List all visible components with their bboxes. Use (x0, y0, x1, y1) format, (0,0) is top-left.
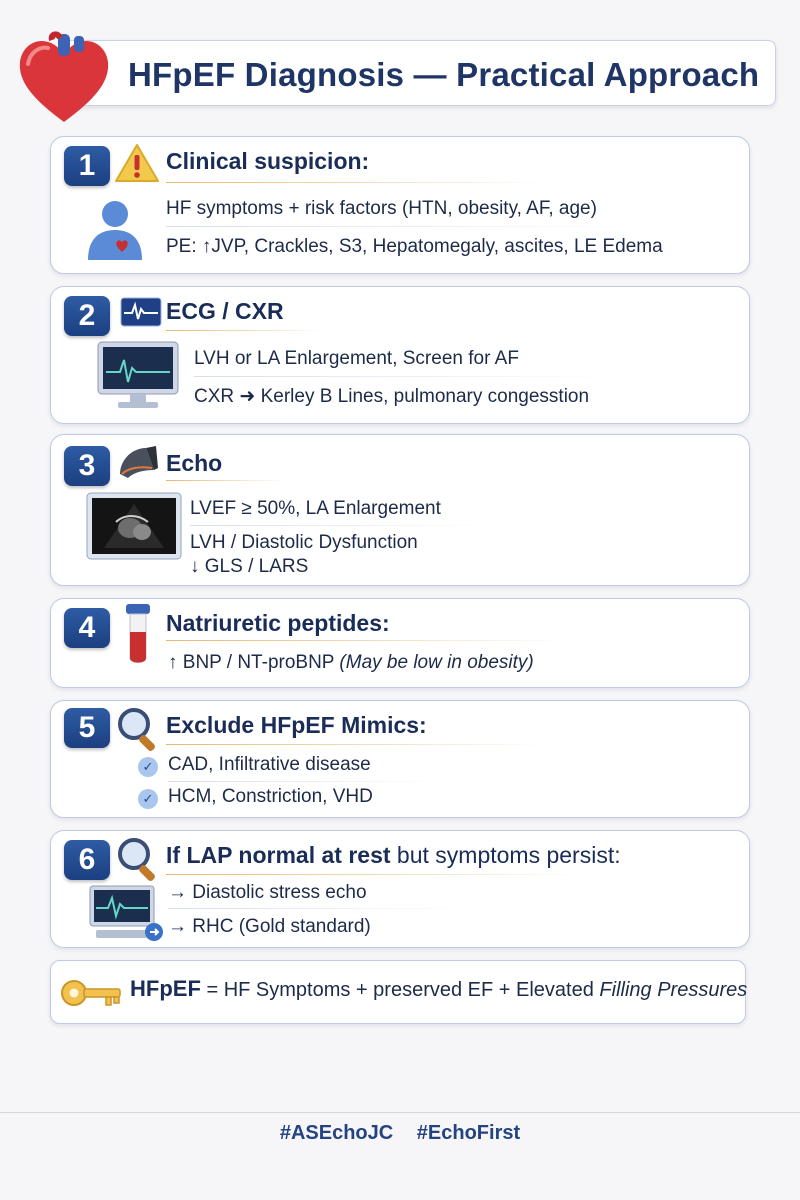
summary-text (130, 976, 747, 1002)
summary-term: HFpEF (130, 976, 201, 1001)
page-title: HFpEF Diagnosis — Practical Approach (128, 56, 760, 93)
step-title: ECG / CXR (166, 298, 284, 324)
title-underline (166, 640, 566, 641)
step-number-badge: 5 (64, 708, 110, 748)
step-card-4 (50, 598, 750, 688)
step-line: LVH / Diastolic Dysfunction (190, 532, 418, 553)
line-divider (166, 226, 646, 227)
summary-italic: Filling Pressures (599, 979, 748, 1001)
check-icon: ✓ (138, 757, 158, 777)
step-line: LVEF ≥ 50%, LA Enlargement (190, 498, 441, 519)
step-title (166, 842, 621, 869)
heart-icon (14, 30, 114, 130)
patient-icon (82, 196, 148, 262)
step-number-badge: 1 (64, 146, 110, 186)
step-line: CXR ➜ Kerley B Lines, pulmonary congesstion (194, 386, 590, 407)
echo-screen-icon (86, 492, 182, 560)
title-underline (166, 330, 326, 331)
step-number-badge: 2 (64, 296, 110, 336)
step-title-rest: but symptoms persist: (396, 842, 621, 868)
summary-formula: = HF Symptoms + preserved EF + Elevated (206, 979, 594, 1001)
step-title-bold: If LAP normal at rest (166, 842, 391, 868)
step-line (168, 652, 534, 674)
step-number-badge: 4 (64, 608, 110, 648)
step-line: → RHC (Gold standard) (168, 916, 371, 937)
ultrasound-probe-icon (114, 440, 160, 480)
key-icon (60, 976, 124, 1010)
step-line: HF symptoms + risk factors (HTN, obesity, AF, age) (166, 198, 597, 219)
monitor-icon (96, 340, 180, 412)
magnifier-icon (114, 834, 162, 882)
line-divider (168, 781, 448, 782)
line-divider (190, 525, 490, 526)
ecg-icon (120, 297, 162, 327)
step-title: Natriuretic peptides: (166, 610, 390, 636)
step-line: CAD, Infiltrative disease (168, 754, 371, 775)
step-title: Exclude HFpEF Mimics: (166, 712, 427, 738)
check-icon: ✓ (138, 789, 158, 809)
title-underline (166, 182, 546, 183)
footer-hashtags: #ASEchoJC #EchoFirst (279, 1122, 521, 1144)
line-divider (194, 376, 614, 377)
line-divider (168, 908, 468, 909)
blood-tube-icon (124, 602, 152, 668)
bnp-note: (May be low in obesity) (339, 652, 534, 673)
step-line: PE: ↑JVP, Crackles, S3, Hepatomegaly, ascites, LE Edema (166, 236, 663, 257)
step-number-badge: 6 (64, 840, 110, 880)
title-underline (166, 874, 586, 875)
step-title: Clinical suspicion: (166, 148, 370, 174)
title-underline (166, 744, 546, 745)
bnp-text: ↑ BNP / NT-proBNP (168, 652, 335, 673)
step-number-badge: 3 (64, 446, 110, 486)
title-underline (166, 480, 286, 481)
step-line: HCM, Constriction, VHD (168, 786, 373, 807)
magnifier-icon (114, 704, 162, 752)
step-line: → Diastolic stress echo (168, 882, 367, 903)
warning-icon (114, 143, 160, 183)
step-title: Echo (166, 450, 223, 476)
step-line: LVH or LA Enlargement, Screen for AF (194, 348, 519, 369)
step-line: ↓ GLS / LARS (190, 556, 309, 577)
footer-divider (0, 1112, 800, 1113)
monitor-icon (88, 884, 166, 944)
